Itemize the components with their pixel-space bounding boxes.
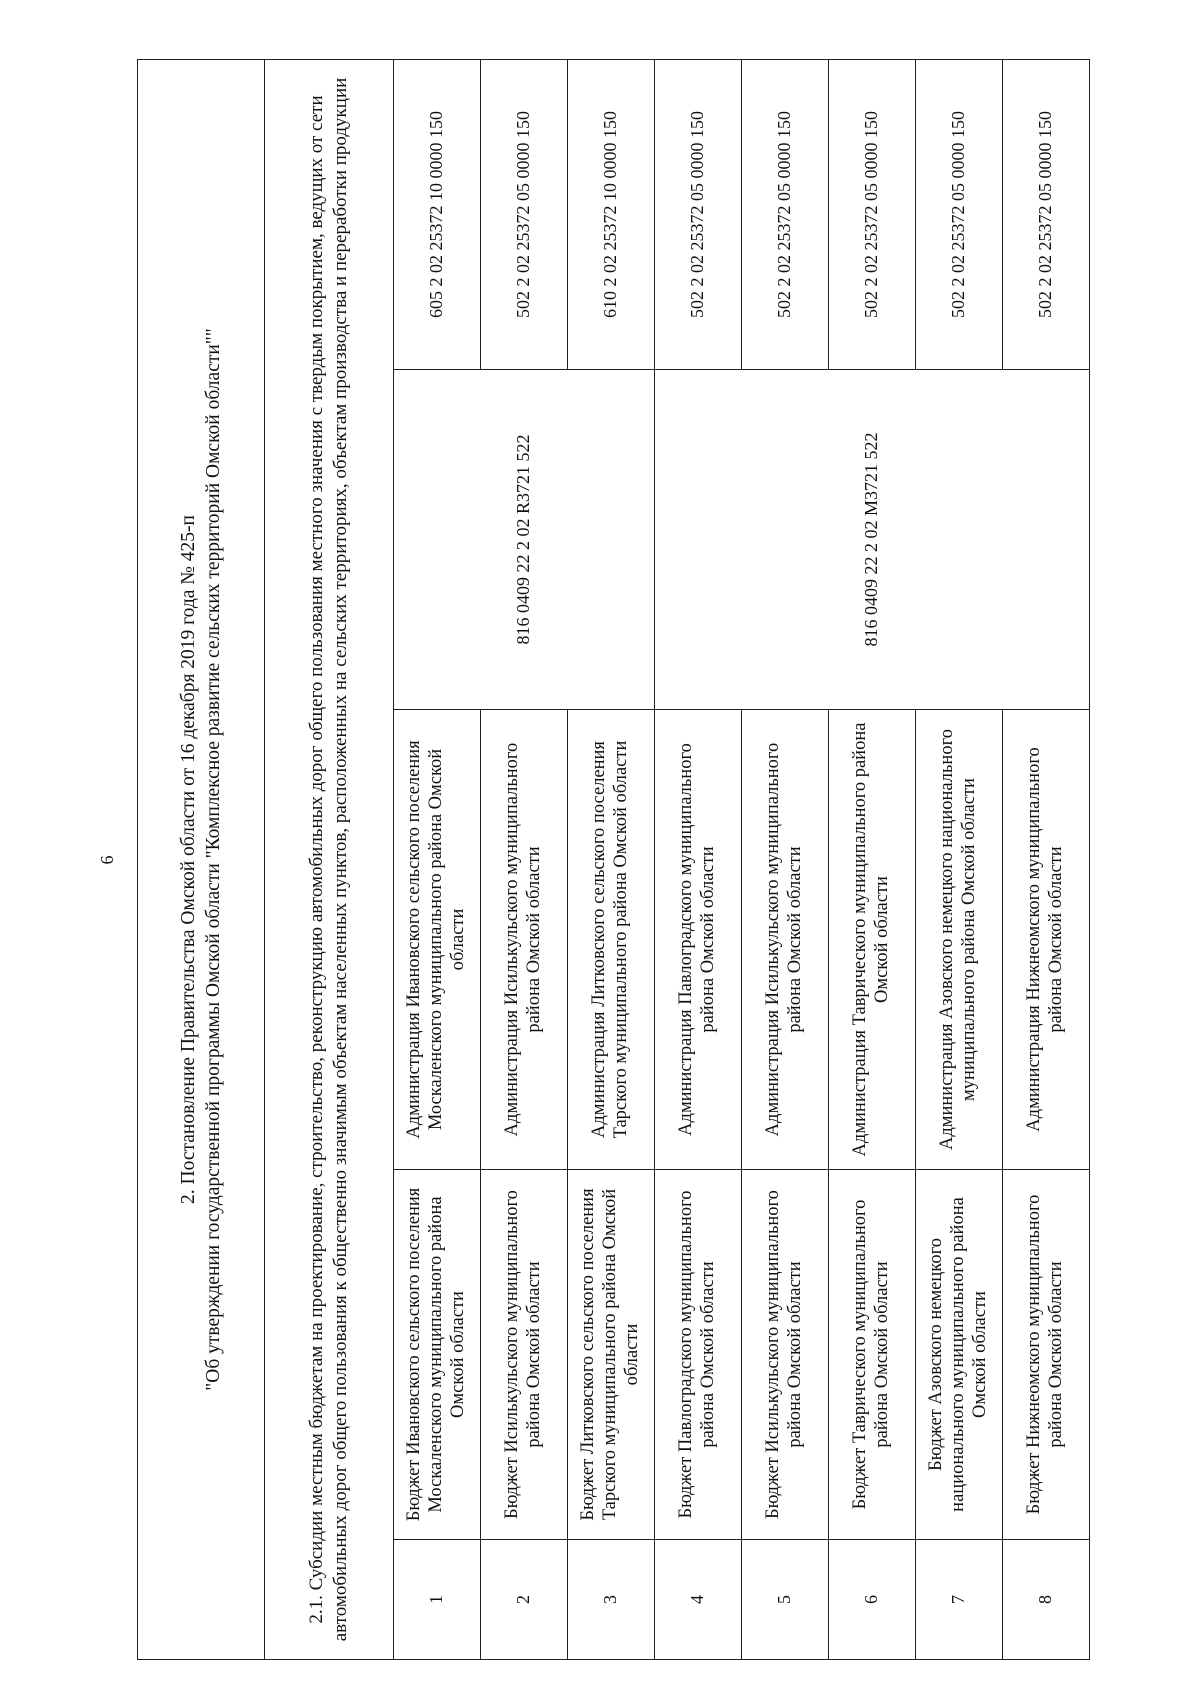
row-number: 7: [916, 1540, 1003, 1660]
administrator-name: Администрация Исилькульского муниципального района Омской области: [481, 710, 568, 1170]
row-number: 4: [655, 1540, 742, 1660]
section-title: [138, 59, 265, 1659]
budget-name: Бюджет Литковского сельского поселения Тарского муниципального района Омской области: [568, 1170, 655, 1540]
budget-table: [137, 59, 1090, 1660]
row-number: 8: [1003, 1540, 1090, 1660]
budget-name: Бюджет Павлоградского муниципального района Омской области: [655, 1170, 742, 1540]
section-title-line1: 2. Постановление Правительства Омской области от 16 декабря 2019 года № 425-п: [177, 515, 199, 1204]
administrator-name: Администрация Литковского сельского поселения Тарского муниципального района Омской области: [568, 710, 655, 1170]
administrator-name: Администрация Ивановского сельского поселения Москаленского муниципального района Омской области: [394, 710, 481, 1170]
table-row: [829, 59, 916, 1659]
budget-name: Бюджет Нижнеомского муниципального района Омской области: [1003, 1170, 1090, 1540]
revenue-code: 502 2 02 25372 05 0000 150: [1003, 59, 1090, 369]
budget-name: Бюджет Ивановского сельского поселения Москаленского муниципального района Омской области: [394, 1170, 481, 1540]
administrator-name: Администрация Таврического муниципального района Омской области: [829, 710, 916, 1170]
administrator-name: Администрация Павлоградского муниципального района Омской области: [655, 710, 742, 1170]
table-row: [394, 59, 481, 1659]
revenue-code: 502 2 02 25372 05 0000 150: [829, 59, 916, 369]
revenue-code: 502 2 02 25372 05 0000 150: [655, 59, 742, 369]
revenue-code: 605 2 02 25372 10 0000 150: [394, 59, 481, 369]
administrator-name: Администрация Нижнеомского муниципального района Омской области: [1003, 710, 1090, 1170]
subsection-description: 2.1. Субсидии местным бюджетам на проектирование, строительство, реконструкцию автомобильных дорог общего пользования местного значения с твердым покрытием, ведущих от сети автомобильных дорог общего пользования к общественно значимым объектам населенных пунктов, расположенных на сельских территориях, объектам производства и переработки продукции: [265, 59, 394, 1659]
administrator-name: Администрация Азовского немецкого национального муниципального района Омской области: [916, 710, 1003, 1170]
revenue-code: 502 2 02 25372 05 0000 150: [916, 59, 1003, 369]
table-row: [481, 59, 568, 1659]
budget-name: Бюджет Исилькульского муниципального района Омской области: [742, 1170, 829, 1540]
row-number: 5: [742, 1540, 829, 1660]
page-number: 6: [97, 855, 117, 865]
row-number: 1: [394, 1540, 481, 1660]
section-title-line2: "Об утверждении государственной программы Омской области "Комплексное развитие сельских территорий Омской области"": [203, 328, 224, 1391]
table-row: [916, 59, 1003, 1659]
budget-name: Бюджет Азовского немецкого национального муниципального района Омской области: [916, 1170, 1003, 1540]
revenue-code: 502 2 02 25372 05 0000 150: [481, 59, 568, 369]
table-row: [568, 59, 655, 1659]
row-number: 6: [829, 1540, 916, 1660]
table-row: [1003, 59, 1090, 1659]
row-number: 3: [568, 1540, 655, 1660]
revenue-code: 610 2 02 25372 10 0000 150: [568, 59, 655, 369]
rotated-page: [97, 60, 1097, 1660]
revenue-code: 502 2 02 25372 05 0000 150: [742, 59, 829, 369]
kbk-code-group-2: 816 0409 22 2 02 M3721 522: [655, 370, 1090, 710]
table-row: [655, 59, 742, 1659]
kbk-code-group-1: 816 0409 22 2 02 R3721 522: [394, 370, 655, 710]
table-row: [742, 59, 829, 1659]
budget-name: Бюджет Таврического муниципального района Омской области: [829, 1170, 916, 1540]
budget-name: Бюджет Исилькульского муниципального района Омской области: [481, 1170, 568, 1540]
row-number: 2: [481, 1540, 568, 1660]
administrator-name: Администрация Исилькульского муниципального района Омской области: [742, 710, 829, 1170]
